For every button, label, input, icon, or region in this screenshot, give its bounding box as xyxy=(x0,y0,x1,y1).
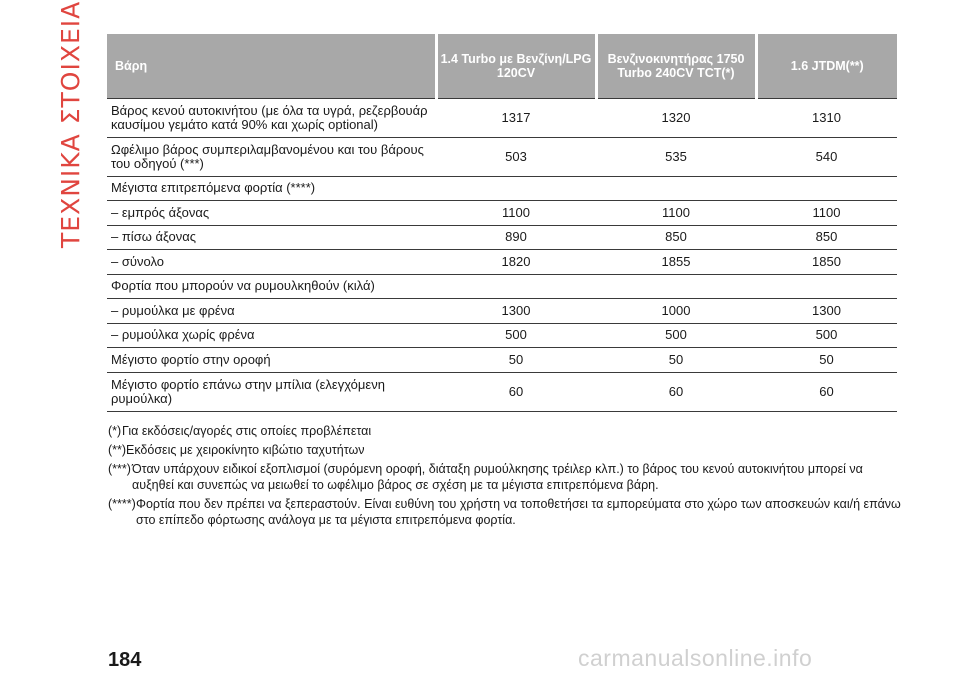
table-header-row xyxy=(107,34,897,98)
table-row xyxy=(107,176,897,201)
row-value-col3: 540 xyxy=(756,137,897,176)
row-value-col2: 1855 xyxy=(596,250,756,275)
table-row xyxy=(107,372,897,411)
footnote-mark: (**) xyxy=(108,443,127,457)
row-value-col2: 1000 xyxy=(596,299,756,324)
row-value-col1: 890 xyxy=(436,225,596,250)
table-row xyxy=(107,250,897,275)
row-value-col3: 60 xyxy=(756,372,897,411)
table-row xyxy=(107,137,897,176)
footnote-mark: (***) xyxy=(108,462,131,476)
row-value-col2: 50 xyxy=(596,348,756,373)
footnote-mark: (*) xyxy=(108,424,122,438)
row-value-col1: 1820 xyxy=(436,250,596,275)
row-label: – ρυμούλκα χωρίς φρένα xyxy=(107,323,436,348)
section-title-sidebar xyxy=(54,0,88,248)
row-label: – σύνολο xyxy=(107,250,436,275)
table-row xyxy=(107,299,897,324)
weights-table xyxy=(107,34,897,412)
row-value-col1: 60 xyxy=(436,372,596,411)
row-value-col1 xyxy=(436,176,596,201)
row-value-col1: 500 xyxy=(436,323,596,348)
row-value-col1: 1300 xyxy=(436,299,596,324)
row-value-col1: 50 xyxy=(436,348,596,373)
row-value-col3 xyxy=(756,274,897,299)
row-value-col2: 535 xyxy=(596,137,756,176)
header-label: Βάρη xyxy=(107,34,436,98)
row-label: Βάρος κενού αυτοκινήτου (με όλα τα υγρά, ρεζερβουάρ καυσίμου γεμάτο κατά 90% και χωρίς optional) xyxy=(107,98,436,137)
row-value-col1 xyxy=(436,274,596,299)
table-row xyxy=(107,225,897,250)
row-value-col3: 1300 xyxy=(756,299,897,324)
table-row xyxy=(107,274,897,299)
row-value-col1: 1317 xyxy=(436,98,596,137)
row-value-col2: 850 xyxy=(596,225,756,250)
row-label: Ωφέλιμο βάρος συμπεριλαμβανομένου και του βάρους του οδηγού (***) xyxy=(107,137,436,176)
header-col2: Βενζινοκινητήρας 1750 Turbo 240CV TCT(*) xyxy=(596,34,756,98)
footnote xyxy=(108,423,908,439)
footnote xyxy=(108,442,908,458)
table-row xyxy=(107,98,897,137)
row-label: Φορτία που μπορούν να ρυμουλκηθούν (κιλά) xyxy=(107,274,436,299)
row-value-col3: 1850 xyxy=(756,250,897,275)
row-label: Μέγιστο φορτίο επάνω στην μπίλια (ελεγχόμενη ρυμούλκα) xyxy=(107,372,436,411)
footnote-text: Για εκδόσεις/αγορές στις οποίες προβλέπεται xyxy=(122,424,372,438)
footnote-text: Φορτία που δεν πρέπει να ξεπεραστούν. Είναι ευθύνη του χρήστη να τοποθετήσει τα εμπορεύματα στο χώρο των αποσκευών και/ή επάνω στο επίπεδο φόρτωσης ανάλογα με τα μέγιστα επιτρεπόμενα φορτία. xyxy=(136,497,901,527)
row-value-col2: 1320 xyxy=(596,98,756,137)
footnote-text: Εκδόσεις με χειροκίνητο κιβώτιο ταχυτήτων xyxy=(126,443,365,457)
row-value-col2: 60 xyxy=(596,372,756,411)
table-row xyxy=(107,348,897,373)
row-value-col3: 50 xyxy=(756,348,897,373)
section-title: ΤΕΧΝΙΚΑ ΣΤΟΙΧΕΙΑ xyxy=(56,0,85,248)
row-value-col2: 1100 xyxy=(596,201,756,226)
row-value-col3: 500 xyxy=(756,323,897,348)
row-label: – πίσω άξονας xyxy=(107,225,436,250)
footnote xyxy=(108,496,908,528)
table-row xyxy=(107,201,897,226)
row-label: Μέγιστο φορτίο στην οροφή xyxy=(107,348,436,373)
row-value-col3: 1310 xyxy=(756,98,897,137)
footnotes xyxy=(108,423,908,531)
row-value-col3: 1100 xyxy=(756,201,897,226)
watermark-text: carmanualsonline.info xyxy=(578,645,813,671)
row-label: – ρυμούλκα με φρένα xyxy=(107,299,436,324)
row-label: Μέγιστα επιτρεπόμενα φορτία (****) xyxy=(107,176,436,201)
row-value-col3: 850 xyxy=(756,225,897,250)
row-label: – εμπρός άξονας xyxy=(107,201,436,226)
header-col3: 1.6 JTDM(**) xyxy=(756,34,897,98)
footnote-mark: (****) xyxy=(108,497,136,511)
row-value-col2 xyxy=(596,176,756,201)
row-value-col2: 500 xyxy=(596,323,756,348)
footnote xyxy=(108,461,908,493)
footnote-text: Όταν υπάρχουν ειδικοί εξοπλισμοί (συρόμενη οροφή, διάταξη ρυμούλκησης τρέιλερ κλπ.) το βάρος του κενού αυτοκινήτου μπορεί να αυξηθεί και συνεπώς να μειωθεί το ωφέλιμο βάρος σε σχέση με τα μέγιστα επιτρεπόμενα βάρη. xyxy=(132,462,863,492)
row-value-col1: 503 xyxy=(436,137,596,176)
row-value-col3 xyxy=(756,176,897,201)
header-col1: 1.4 Turbo με Βενζίνη/LPG 120CV xyxy=(436,34,596,98)
page-number: 184 xyxy=(108,649,142,671)
row-value-col1: 1100 xyxy=(436,201,596,226)
row-value-col2 xyxy=(596,274,756,299)
table-row xyxy=(107,323,897,348)
